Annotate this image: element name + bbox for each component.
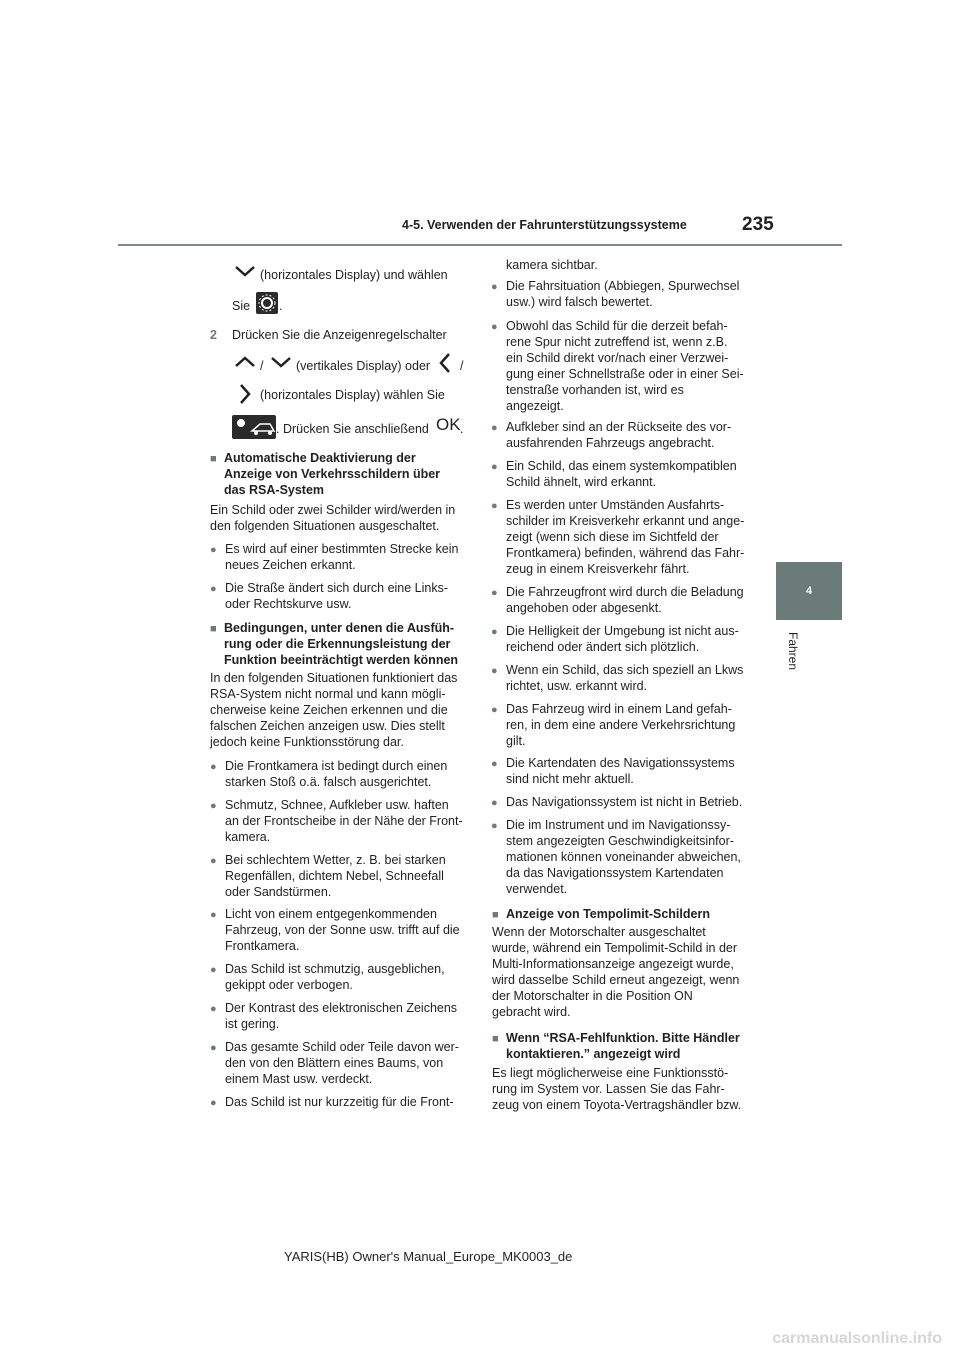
- settings-gear-icon: [256, 292, 278, 314]
- paragraph: Ein Schild oder zwei Schilder wird/werden in den folgenden Situationen ausgeschaltet.: [210, 503, 456, 533]
- section-heading: ■ Bedingungen, unter denen die Ausfüh- rung oder die Erkennungsleistung der Funktion beeinträchtigt werden können: [224, 620, 458, 668]
- bullet-item: ● Es wird auf einer bestimmten Strecke kein neues Zeichen erkannt.: [225, 541, 458, 573]
- paragraph: Wenn der Motorschalter ausgeschaltet wurde, während ein Tempolimit-Schild in der Multi-Informationsanzeige angezeigt wurde, wird dasselbe Schild erneut angezeigt, wenn der Motorschalter in die Position ON gebracht wird.: [492, 925, 740, 1019]
- bullet-item: ● Schmutz, Schnee, Aufkleber usw. haften an der Frontscheibe in der Nähe der Front- kamera.: [225, 797, 463, 845]
- chapter-label: Fahren: [786, 632, 800, 671]
- paragraph: In den folgenden Situationen funktioniert das RSA-System nicht normal und kann mögli- cherweise keine Zeichen erkennen und die falschen Zeichen anzeigen usw. Dies stellt jedoch keine Funktionsstörung dar.: [210, 671, 458, 749]
- chevron-right-icon: [238, 383, 252, 405]
- chevron-left-icon: [438, 352, 452, 374]
- chapter-tab: 4: [776, 562, 842, 620]
- bullet-item: ● Die Straße ändert sich durch eine Links- oder Rechtskurve usw.: [225, 580, 448, 612]
- watermark: carmanualsonline.info: [772, 1330, 942, 1347]
- bullet-item: ● Bei schlechtem Wetter, z. B. bei starken Regenfällen, dichtem Nebel, Schneefall oder Sandstürmen.: [225, 852, 446, 900]
- bullet-item: ● Wenn ein Schild, das sich speziell an Lkws richtet, usw. erkannt wird.: [506, 662, 743, 694]
- step-text: .: [460, 422, 464, 436]
- chevron-up-icon: [234, 355, 256, 369]
- instruction-text: .: [279, 299, 283, 313]
- bullet-item: ● Ein Schild, das einem systemkompatiblen Schild ähnelt, wird erkannt.: [506, 458, 737, 490]
- step-number: 2: [210, 328, 217, 342]
- chevron-down-icon: [234, 264, 256, 278]
- ok-button-label: OK: [436, 415, 461, 434]
- section-heading: ■ Automatische Deaktivierung der Anzeige von Verkehrsschildern über das RSA-System: [224, 450, 440, 498]
- section-heading: ■ Anzeige von Tempolimit-Schildern: [506, 906, 710, 922]
- page-number: 235: [742, 214, 774, 235]
- bullet-item: ● Das Schild ist nur kurzzeitig für die Front-: [225, 1094, 454, 1110]
- bullet-item: ● Das Schild ist schmutzig, ausgeblichen, gekippt oder verbogen.: [225, 961, 445, 993]
- bullet-item: ● Die Frontkamera ist bedingt durch einen starken Stoß o.ä. falsch ausgerichtet.: [225, 758, 447, 790]
- continued-text: kamera sichtbar.: [506, 258, 598, 272]
- road-sign-assist-icon: [232, 415, 276, 439]
- section-title: 4-5. Verwenden der Fahrunterstützungssysteme: [402, 218, 687, 232]
- bullet-item: ● Die im Instrument und im Navigationssy- stem angezeigten Geschwindigkeitsinfor- mationen können voneinander abweichen, da das Navigationssystem Kartendaten verwendet.: [506, 817, 741, 897]
- bullet-item: ● Das Navigationssystem ist nicht in Betrieb.: [506, 794, 742, 810]
- section-heading: ■ Wenn “RSA-Fehlfunktion. Bitte Händler kontaktieren.” angezeigt wird: [506, 1030, 740, 1062]
- step-text: /: [260, 359, 264, 373]
- bullet-item: ● Die Fahrsituation (Abbiegen, Spurwechsel usw.) wird falsch bewertet.: [506, 278, 739, 310]
- bullet-item: ● Die Kartendaten des Navigationssystems sind nicht mehr aktuell.: [506, 755, 735, 787]
- paragraph: Es liegt möglicherweise eine Funktionsstö- rung im System vor. Lassen Sie das Fahr- zeug von einem Toyota-Vertragshändler bzw.: [492, 1066, 742, 1112]
- bullet-item: ● Es werden unter Umständen Ausfahrts- schilder im Kreisverkehr erkannt und ange- zeigt (wenn sich diese im Sichtfeld der Frontkamera) befinden, während das Fahr- zeug in einem Kreisverkehr fährt.: [506, 497, 744, 577]
- bullet-item: ● Der Kontrast des elektronischen Zeichens ist gering.: [225, 1000, 457, 1032]
- bullet-item: ● Die Helligkeit der Umgebung ist nicht aus- reichend oder ändert sich plötzlich.: [506, 623, 739, 655]
- bullet-item: ● Aufkleber sind an der Rückseite des vor- ausfahrenden Fahrzeugs angebracht.: [506, 419, 731, 451]
- step-text: /: [460, 359, 464, 373]
- step-text: (horizontales Display) wählen Sie: [260, 388, 445, 402]
- chevron-down-icon: [270, 355, 292, 369]
- header-divider: [118, 244, 842, 246]
- step-text: . Drücken Sie anschließend: [276, 422, 429, 436]
- step-text: (vertikales Display) oder: [296, 359, 431, 373]
- bullet-item: ● Das gesamte Schild oder Teile davon wer- den von den Blättern eines Baums, von einem Mast usw. verdeckt.: [225, 1039, 459, 1087]
- bullet-item: ● Die Fahrzeugfront wird durch die Beladung angehoben oder abgesenkt.: [506, 584, 744, 616]
- instruction-text: (horizontales Display) und wählen: [260, 268, 448, 282]
- bullet-item: ● Das Fahrzeug wird in einem Land gefah- ren, in dem eine andere Verkehrsrichtung gilt.: [506, 701, 735, 749]
- step-text: Drücken Sie die Anzeigenregelschalter: [232, 328, 447, 342]
- page-footer: YARIS(HB) Owner's Manual_Europe_MK0003_de: [284, 1249, 573, 1264]
- bullet-item: ● Obwohl das Schild für die derzeit befah- rene Spur nicht zutreffend ist, wenn z.B. ein Schild direkt vor/nach einer Verzwei- gung einer Schnellstraße oder in einer Sei- tenstraße vorhanden ist, wird es angezeigt.: [506, 318, 744, 414]
- instruction-text: Sie: [232, 299, 251, 313]
- bullet-item: ● Licht von einem entgegenkommenden Fahrzeug, von der Sonne usw. trifft auf die Frontkamera.: [225, 906, 460, 954]
